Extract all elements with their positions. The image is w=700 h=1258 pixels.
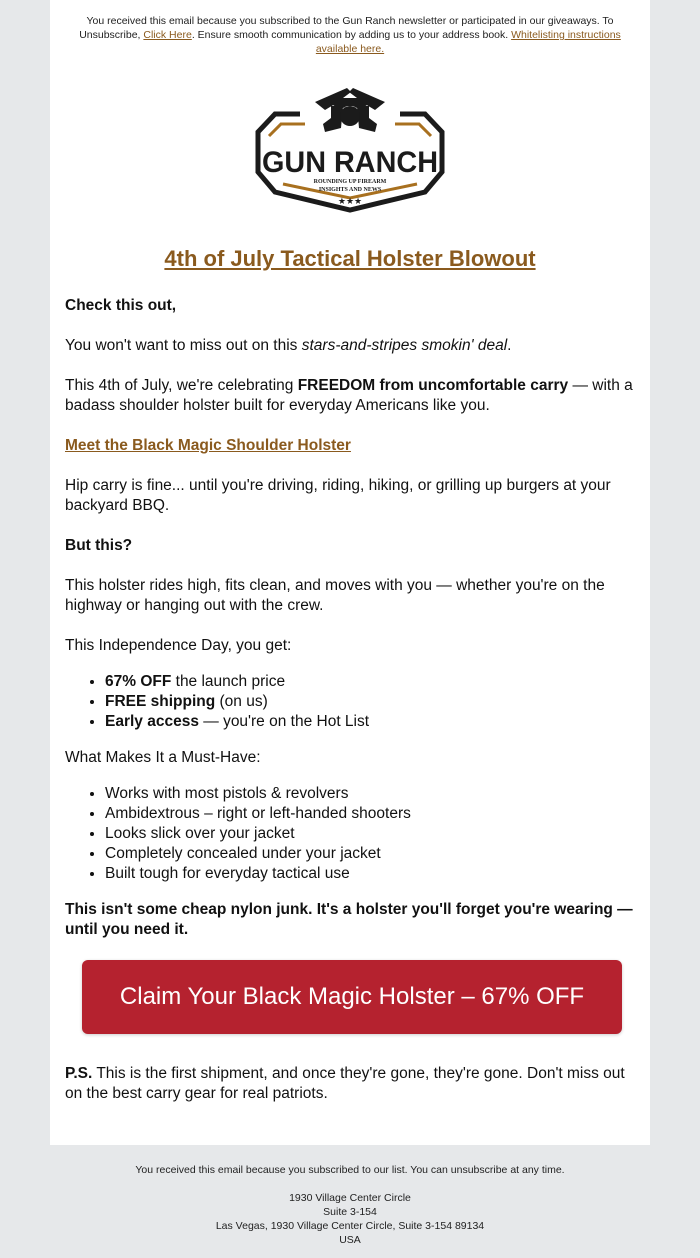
paragraph-freedom <box>65 376 637 416</box>
postscript <box>65 1064 637 1104</box>
footer-address-line: USA <box>339 1234 361 1246</box>
offer-item-text: — you're on the Hot List <box>198 713 370 730</box>
feature-item: • Built tough for everyday tactical use <box>105 864 637 884</box>
ps-label: P.S. <box>65 1065 93 1082</box>
offer-item-bold: 67% OFF <box>105 673 172 690</box>
features-intro: What Makes It a Must-Have: <box>65 749 261 766</box>
offer-item-bold: Early access <box>105 713 199 730</box>
whitelisting-link[interactable]: Whitelisting instructions available here. <box>315 29 621 55</box>
logo-brand-text: GUN RANCH <box>262 146 438 179</box>
footer-address-line: 1930 Village Center Circle <box>289 1192 411 1204</box>
headline-link[interactable]: 4th of July Tactical Holster Blowout <box>164 246 536 271</box>
offer-item <box>105 712 637 732</box>
p1-text-b: . <box>507 337 512 354</box>
meet-holster-link[interactable]: Meet the Black Magic Shoulder Holster <box>65 437 351 454</box>
offer-list <box>65 672 637 732</box>
logo-stars: ★★★ <box>337 197 363 207</box>
p1-text-a: You won't want to miss out on this <box>65 337 302 354</box>
footer <box>0 1163 700 1247</box>
greeting: Check this out, <box>65 297 177 314</box>
p2-bold: FREEDOM from uncomfortable carry <box>297 377 569 394</box>
offer-intro: This Independence Day, you get: <box>65 637 292 654</box>
preheader-text-2: . Ensure smooth communication by adding us to your address book. <box>191 29 512 41</box>
footer-address-line: Suite 3-154 <box>323 1206 377 1218</box>
p2-text-a: This 4th of July, we're celebrating <box>65 377 298 394</box>
p1-emphasis: stars-and-stripes smokin' deal <box>301 337 508 354</box>
email-container <box>50 0 650 1145</box>
crossed-revolvers-icon <box>315 88 385 132</box>
offer-item-text: (on us) <box>215 693 268 710</box>
offer-item-text: the launch price <box>171 673 286 690</box>
closing-statement: This isn't some cheap nylon junk. It's a holster you'll forget you're wearing — until you need it. <box>65 901 633 938</box>
paragraph-hip-carry: Hip carry is fine... until you're driving, riding, hiking, or grilling up burgers at your backyard BBQ. <box>65 477 611 514</box>
footer-note: You received this email because you subscribed to our list. You can unsubscribe at any time. <box>135 1164 565 1176</box>
logo-tagline-1: ROUNDING UP FIREARM <box>313 179 387 185</box>
offer-item <box>105 672 637 692</box>
footer-address-line: Las Vegas, 1930 Village Center Circle, Suite 3-154 89134 <box>215 1220 485 1232</box>
offer-item-bold: FREE shipping <box>105 693 216 710</box>
feature-item: • Looks slick over your jacket <box>105 824 637 844</box>
feature-item: • Works with most pistols & revolvers <box>105 784 637 804</box>
preheader <box>64 14 636 56</box>
offer-item <box>105 692 637 712</box>
paragraph-rides-high: This holster rides high, fits clean, and moves with you — whether you're on the highway or hanging out with the crew. <box>65 577 605 614</box>
feature-item: • Ambidextrous – right or left-handed shooters <box>105 804 637 824</box>
claim-holster-button[interactable]: Claim Your Black Magic Holster – 67% OFF <box>82 960 622 1034</box>
but-this-text: But this? <box>65 537 133 554</box>
unsubscribe-link[interactable]: Click Here <box>143 29 192 41</box>
features-list <box>65 784 637 884</box>
email-body <box>65 296 637 1124</box>
feature-item: • Completely concealed under your jacket <box>105 844 637 864</box>
logo-tagline-2: INSIGHTS AND NEWS <box>318 187 382 193</box>
p2-text-b: — with a badass shoulder holster built for everyday Americans like you. <box>65 377 633 414</box>
preheader-text-1: You received this email because you subscribed to the Gun Ranch newsletter or participated in our giveaways. To Unsubscribe, <box>79 15 614 41</box>
ps-text: This is the first shipment, and once they're gone, they're gone. Don't miss out on the best carry gear for real patriots. <box>65 1065 625 1102</box>
gun-ranch-logo <box>255 80 445 220</box>
paragraph-deal <box>65 336 637 356</box>
